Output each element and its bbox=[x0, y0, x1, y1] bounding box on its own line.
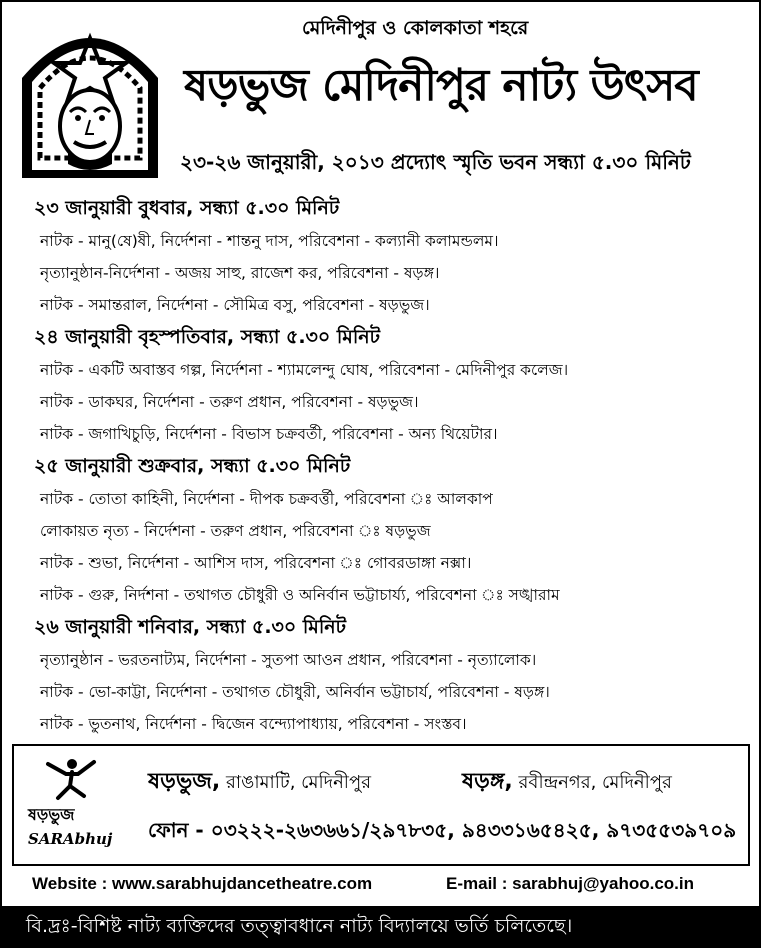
logo-bengali-text: ষড়ভুজ bbox=[28, 805, 75, 824]
event-line: নাটক - তোতা কাহিনী, নির্দেশনা - দীপক চক্রবর্ত্তী, পরিবেশনা ঃ আলকাপ bbox=[40, 490, 493, 508]
day-block bbox=[34, 611, 754, 740]
event-line: নাটক - জগাখিচুড়ি, নির্দেশনা - বিভাস চক্রবর্তী, পরিবেশনা - অন্য থিয়েটার। bbox=[40, 425, 498, 443]
festival-dates-venue: ২৩-২৬ জানুয়ারী, ২০১৩ প্রদ্যোৎ স্মৃতি ভবন সন্ধ্যা ৫.৩০ মিনিট bbox=[180, 150, 691, 174]
address-sarango bbox=[462, 764, 672, 801]
day-heading: ২৪ জানুয়ারী বৃহস্পতিবার, সন্ধ্যা ৫.৩০ মিনিট bbox=[34, 326, 380, 348]
dancer-icon bbox=[40, 758, 100, 802]
day-block bbox=[34, 450, 754, 611]
day-heading: ২৫ জানুয়ারী শুক্রবার, সন্ধ্যা ৫.৩০ মিনিট bbox=[34, 455, 351, 477]
event-line: লোকায়ত নৃত্য - নির্দেশনা - তরুণ প্রধান, পরিবেশনা ঃ ষড়ভুজ bbox=[40, 522, 431, 540]
sarabhuj-logo bbox=[22, 758, 122, 858]
address-sarabhuj bbox=[148, 764, 371, 801]
org-name: ষড়ভুজ, bbox=[148, 769, 221, 794]
phone-numbers: ফোন - ০৩২২২-২৬৩৬৬১/২৯৭৮৩৫, ৯৪৩৩১৬৫৪২৫, ৯৭৩৫৫৩৯৭০৯ bbox=[148, 818, 737, 842]
event-line: নৃত্যানুষ্ঠান-নির্দেশনা - অজয় সাহু, রাজেশ কর, পরিবেশনা - ষড়ঙ্গ। bbox=[40, 264, 440, 282]
chhau-mask-illustration bbox=[10, 8, 170, 184]
admission-notice: বি.দ্রঃ-বিশিষ্ট নাট্য ব্যক্তিদের তত্ত্বাবধানে নাট্য বিদ্যালয়ে ভর্তি চলিতেছে। bbox=[2, 906, 759, 946]
schedule bbox=[34, 192, 754, 740]
event-line: নৃত্যানুষ্ঠান - ভরতনাট্যম, নির্দেশনা - সুতপা আওন প্রধান, পরিবেশনা - নৃত্যালোক। bbox=[40, 651, 537, 669]
day-block bbox=[34, 321, 754, 450]
event-line: নাটক - গুরু, নির্দশনা - তথাগত চৌধুরী ও অনির্বান ভট্টাচার্য্য, পরিবেশনা ঃ সঙ্খারাম bbox=[40, 586, 560, 604]
logo-english-text: SARAbhuj bbox=[28, 830, 113, 848]
event-line: নাটক - ডাকঘর, নির্দেশনা - তরুণ প্রধান, পরিবেশনা - ষড়ভুজ। bbox=[40, 393, 419, 411]
event-line: নাটক - সমান্তরাল, নির্দেশনা - সৌমিত্র বসু, পরিবেশনা - ষড়ভুজ। bbox=[40, 296, 430, 314]
org-place: রাঙামাটি, মেদিনীপুর bbox=[220, 772, 372, 793]
subtitle: মেদিনীপুর ও কোলকাতা শহরে bbox=[302, 17, 529, 39]
event-line: নাটক - ভো-কাট্টা, নির্দেশনা - তথাগত চৌধুরী, অনির্বান ভট্টাচার্য, পরিবেশনা - ষড়ঙ্গ। bbox=[40, 683, 550, 701]
day-heading: ২৩ জানুয়ারী বুধবার, সন্ধ্যা ৫.৩০ মিনিট bbox=[34, 197, 340, 219]
day-block bbox=[34, 192, 754, 321]
contact-box bbox=[12, 744, 750, 866]
event-line: নাটক - ভুতনাথ, নির্দেশনা - দ্বিজেন বন্দ্যোপাধ্যায়, পরিবেশনা - সংস্তব। bbox=[40, 715, 467, 733]
day-heading: ২৬ জানুয়ারী শনিবার, সন্ধ্যা ৫.৩০ মিনিট bbox=[34, 616, 346, 638]
email-link[interactable]: E-mail : sarabhuj@yahoo.co.in bbox=[446, 874, 695, 893]
event-line: নাটক - শুভা, নির্দেশনা - আশিস দাস, পরিবেশনা ঃ গোবরডাঙ্গা নক্সা। bbox=[40, 554, 472, 572]
event-line: নাটক - একটি অবাস্তব গল্প, নির্দেশনা - শ্যামলেন্দু ঘোষ, পরিবেশনা - মেদিনীপুর কলেজ। bbox=[40, 361, 569, 379]
website-link[interactable]: Website : www.sarabhujdancetheatre.com bbox=[32, 874, 373, 893]
event-line: নাটক - মানু(ষে)ষী, নির্দেশনা - শান্তনু দাস, পরিবেশনা - কল্যানী কলামন্ডলম। bbox=[40, 232, 499, 250]
festival-title: ষড়ভুজ মেদিনীপুর নাট্য উৎসব bbox=[184, 60, 698, 111]
org-name: ষড়ঙ্গ, bbox=[462, 769, 513, 794]
org-place: রবীন্দ্রনগর, মেদিনীপুর bbox=[512, 772, 672, 793]
